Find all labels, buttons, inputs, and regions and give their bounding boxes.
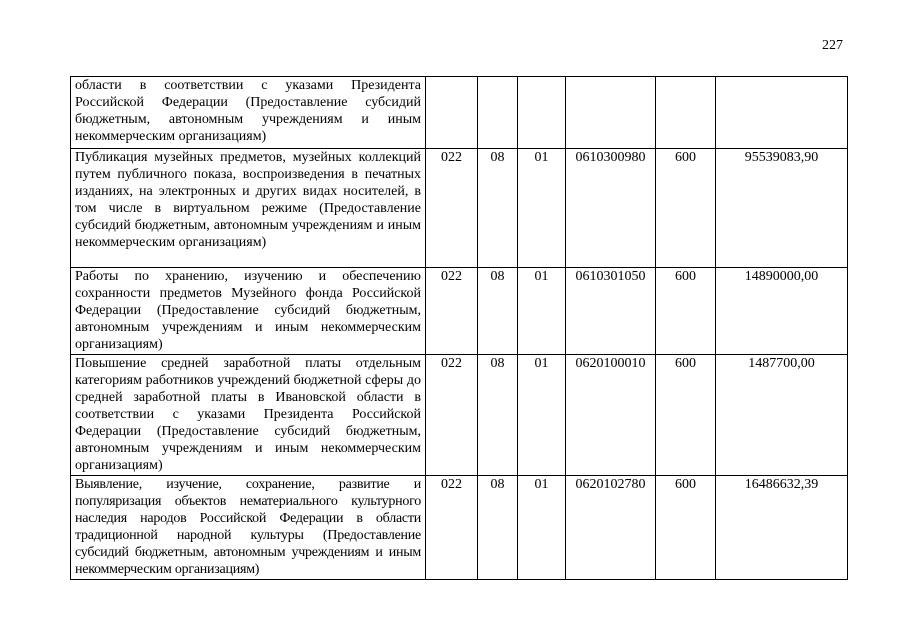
amount-cell (716, 77, 848, 149)
target-code-cell (566, 77, 656, 149)
expense-type-cell: 600 (656, 355, 716, 476)
row-name-cell: Работы по хранению, изучению и обеспечению сохранности предметов Музейного фонда Российской Федерации (Предоставление субсидий бюджетным, автономным учреждениям и иным некоммерческим организациям) (71, 268, 426, 355)
expense-type-cell: 600 (656, 268, 716, 355)
table-row (71, 268, 848, 355)
row-name-cell: Публикация музейных предметов, музейных коллекций путем публичного показа, воспроизведения в печатных изданиях, на электронных и других видах носителей, в том числе в виртуальном режиме (Предоставление субсидий бюджетным, автономным учреждениям и иным некоммерческим организациям) (71, 149, 426, 268)
subsection-code-cell: 01 (518, 268, 566, 355)
section-code-cell: 08 (478, 149, 518, 268)
table-row (71, 77, 848, 149)
amount-cell: 95539083,90 (716, 149, 848, 268)
section-code-cell: 08 (478, 268, 518, 355)
table-row (71, 149, 848, 268)
expense-type-cell: 600 (656, 149, 716, 268)
ministry-code-cell: 022 (426, 476, 478, 580)
amount-cell: 1487700,00 (716, 355, 848, 476)
amount-cell: 16486632,39 (716, 476, 848, 580)
subsection-code-cell: 01 (518, 355, 566, 476)
ministry-code-cell (426, 77, 478, 149)
budget-table (70, 76, 848, 580)
expense-type-cell: 600 (656, 476, 716, 580)
table-row (71, 476, 848, 580)
target-code-cell: 0620100010 (566, 355, 656, 476)
amount-cell: 14890000,00 (716, 268, 848, 355)
ministry-code-cell: 022 (426, 149, 478, 268)
table-row (71, 355, 848, 476)
target-code-cell: 0610300980 (566, 149, 656, 268)
subsection-code-cell (518, 77, 566, 149)
target-code-cell: 0620102780 (566, 476, 656, 580)
subsection-code-cell: 01 (518, 476, 566, 580)
page-number: 227 (822, 38, 843, 53)
section-code-cell: 08 (478, 355, 518, 476)
expense-type-cell (656, 77, 716, 149)
section-code-cell (478, 77, 518, 149)
ministry-code-cell: 022 (426, 268, 478, 355)
ministry-code-cell: 022 (426, 355, 478, 476)
subsection-code-cell: 01 (518, 149, 566, 268)
section-code-cell: 08 (478, 476, 518, 580)
target-code-cell: 0610301050 (566, 268, 656, 355)
row-name-cell: области в соответствии с указами Президента Российской Федерации (Предоставление субсидий бюджетным, автономным учреждениям и иным некоммерческим организациям) (71, 77, 426, 149)
row-name-cell: Повышение средней заработной платы отдельным категориям работников учреждений бюджетной сферы до средней заработной платы в Ивановской области в соответствии с указами Президента Российской Федерации (Предоставление субсидий бюджетным, автономным учреждениям и иным некоммерческим организациям) (71, 355, 426, 476)
row-name-cell: Выявление, изучение, сохранение, развитие и популяризация объектов нематериального культурного наследия народов Российской Федерации в области традиционной народной культуры (Предоставление субсидий бюджетным, автономным учреждениям и иным некоммерческим организациям) (71, 476, 426, 580)
